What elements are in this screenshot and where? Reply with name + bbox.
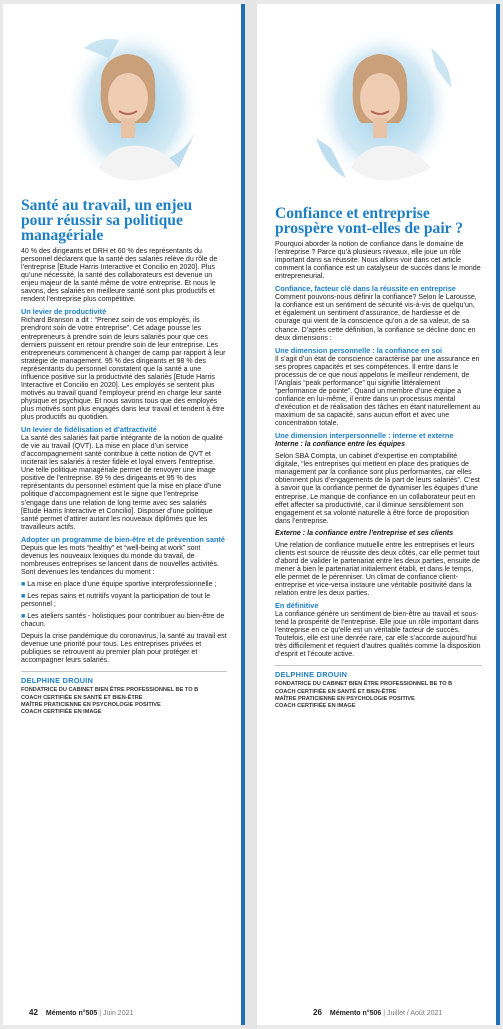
article-title: Confiance et entreprise prospère vont-elles de pair ? — [275, 206, 463, 237]
article-body — [275, 206, 482, 985]
page-gutter — [245, 0, 257, 1029]
author-name: DELPHINE DROUIN — [21, 676, 94, 686]
bullet-item — [21, 613, 227, 629]
bullet-square-icon: ■ — [21, 613, 28, 621]
page-number: 26 — [313, 1008, 322, 1017]
author-credential: FONDATRICE DU CABINET BIEN ÊTRE PROFESSIONNEL BE TO B — [21, 687, 199, 694]
issue-date: | Juin 2021 — [99, 1010, 134, 1017]
lead-in: Externe : la confiance entre l’entreprise et ses clients — [275, 529, 454, 537]
author-credential: MAÎTRE PRATICIENNE EN PSYCHOLOGIE POSITIVE — [21, 701, 161, 708]
author-credential: FONDATRICE DU CABINET BIEN ÊTRE PROFESSIONNEL BE TO B — [275, 681, 453, 688]
body-paragraph: Selon SBA Compta, un cabinet d’expertise en comptabilité digitale, “les entreprises qui mettent en place des pratiques de management par la confiance sont plus performantes, car elles obtiennent plus d’engagements de la part de leurs salariés”. C’est à savoir que la confiance permet de dynamiser les équipes d’une entreprise. Le manque de confiance en un collaborateur peut en effet affecter sa productivité, car il diminue sensiblement son engagement et sa volonté naturelle à être force de proposition dans l’entreprise. — [275, 453, 480, 525]
section-heading: Une dimension interpersonnelle : interne et externe — [275, 431, 454, 441]
bullet-text: La mise en place d’une équipe sportive interprofessionnelle ; — [27, 580, 217, 588]
body-paragraph: Depuis la crise pandémique du coronavirus, la santé au travail est devenue une priorité pour tous. Les entreprises privées et publiques se retrouvent au premier plan pour protéger et accompagner leurs salariés. — [21, 633, 227, 665]
section-heading: En définitive — [275, 601, 319, 611]
section-heading: Adopter un programme de bien-être et de prévention santé — [21, 534, 225, 544]
page-footer — [29, 1008, 133, 1017]
magazine-issue: Mémento n°506 — [329, 1010, 382, 1017]
bullet-square-icon: ■ — [21, 580, 28, 588]
body-paragraph: Depuis que les mots “healthy” et “well-being at work” sont devenus les nouveaux lexiques du monde du travail, de nombreuses entreprises se lancent dans de nouvelles activités. Sont devenues les tendances du moment : — [21, 544, 219, 576]
article-title: Santé au travail, un enjeu pour réussir sa politique managériale — [21, 198, 193, 244]
section-heading: Un levier de productivité — [21, 307, 107, 317]
page-footer — [313, 1008, 442, 1017]
author-credential: MAÎTRE PRATICIENNE EN PSYCHOLOGIE POSITIVE — [275, 695, 415, 702]
right-page — [257, 4, 500, 1025]
body-paragraph: La confiance génère un sentiment de bien-être au travail et sous-tend la prospérité de l’entreprise. Elle joue un rôle important dans l’entreprise en ce qu’elle est un véritable facteur de succès. Toutefois, elle est une denrée rare, car elle s’accorde aujourd’hui très difficilement et requiert d’autres qualités comme la disposition d’esprit et l’écoute active. — [275, 611, 481, 659]
author-credential: COACH CERTIFIÉE EN SANTÉ ET BIEN-ÊTRE — [21, 694, 143, 701]
author-portrait — [39, 18, 214, 193]
page-number: 42 — [29, 1008, 38, 1017]
body-paragraph: Comment pouvons-nous définir la confiance? Selon le Larousse, la confiance est un sentiment de sécurité vis-à-vis de quelqu’un, et également un sentiment d’assurance, de hardiesse et de courage qui vient de la conscience qu’on a de sa valeur, de sa chance. D’après cette définition, la confiance se décline donc en deux dimensions : — [275, 294, 477, 342]
magazine-issue: Mémento n°505 — [45, 1010, 98, 1017]
lead-in: Interne : la confiance entre les équipes — [275, 441, 406, 449]
section-heading: Un levier de fidélisation et d’attractivité — [21, 425, 157, 435]
bullet-item — [21, 581, 227, 589]
bullet-item — [21, 593, 227, 609]
page-edge-band — [241, 4, 245, 1025]
author-name: DELPHINE DROUIN — [275, 670, 348, 680]
author-signature — [21, 671, 227, 716]
body-paragraph: La santé des salariés fait partie intégrante de la notion de qualité de vie au travail (QVT). La mise en place d’un service d’accompagnement santé contribue à cette notion de QVT et inciterait les salariés à rester fidèle et loyal envers l’entreprise. Une telle politique managériale permet de renvoyer une image positive de l’entreprise. 89 % des dirigeants et 95 % des représentants du personnel estiment que la mise en place d’une politique d’accompagnement est le signe que l’entreprise s’engage dans une relation de long terme avec ses salariés [Etude Harris Interactive et Concilio]. Disposer d’une politique santé permet d’attirer autant les nouveaux diplômés que les travailleurs actifs. — [21, 435, 223, 531]
author-credential: COACH CERTIFIÉE EN SANTÉ ET BIEN-ÊTRE — [275, 688, 397, 695]
body-paragraph: Il s’agit d’un état de conscience caractérisé par une assurance en ses propres capacités et ses compétences. Il entre dans le processus de ce que nous appelons le meilleur rendement, de l’Anglais “peak performance” qui signifie littéralement “performance de pointe”. Quand un membre d’une équipe a confiance en lui-même, il entre dans un processus mental d’exécution et de réalisation des tâches en étant naturellement au maximum de sa capacité, sans aucun effort et avec une concentration totale. — [275, 355, 481, 428]
page-edge-band — [496, 4, 500, 1025]
bullet-square-icon: ■ — [21, 593, 28, 601]
author-signature — [275, 665, 482, 710]
bullet-text: Les ateliers santés - holistiques pour contribuer au bien-être de chacun. — [21, 613, 225, 629]
intro-paragraph: Pourquoi aborder la notion de confiance dans le domaine de l’entreprise ? Parce qu’à plusieurs niveaux, elle joue un rôle important dans sa réussite. Nous allons voir dans cet article comment la confiance est un catalyseur de succès dans le monde entrepreneurial. — [275, 241, 481, 281]
section-heading: Une dimension personnelle : la confiance en soi — [275, 345, 443, 355]
body-paragraph: Une relation de confiance mutuelle entre les entreprises et leurs clients est source de réussite des deux côtés, car elle permet tout d’abord de valider le partenariat entre les deux parties, ensuite de mener à bien le partenariat initialement établi, et dans le temps, elle permet de le pérenniser. Un climat de confiance client-entreprise et vice-versa instaure une véritable positivité dans la relation entre les deux parties. — [275, 541, 480, 598]
article-body — [21, 198, 227, 985]
intro-paragraph: 40 % des dirigeants et DRH et 60 % des représentants du personnel déclarent que la santé des salariés relève du rôle de l’entreprise [Etude Harris Interactive et Concilio en 2020]. Plus qu’une nécessité, la santé des collaborateurs est devenue un enjeu majeur de la santé même de votre entreprise. Et nous le savons, des salariés en meilleure santé sont plus productifs et rendent l’entreprise plus compétitive. — [21, 248, 218, 304]
author-portrait — [291, 18, 466, 193]
left-page — [3, 4, 245, 1025]
author-credential: COACH CERTIFIÉE EN IMAGE — [21, 709, 102, 715]
issue-date: | Juillet / Août 2021 — [383, 1010, 443, 1017]
body-paragraph: Richard Branson a dit : “Prenez soin de vos employés, ils prendront soin de votre entreprise”. Cet adage pousse les entrepreneurs à prendre soin de leurs salariés pour que ces derniers puissent en retour prendre soin de leur entreprise. Les entrepreneurs commencent à changer de camp par rapport à leur stratégie de management. 95 % des dirigeants et 98 % des représentants du personnel constatent que la santé a une influence positive sur la productivité des salariés [Etude Harris Interactive et Concilio en 2020]. Les employés se sentent plus motivés au travail quand l’employeur prend en charge leur santé physique et psychique. Et nous savons tous que des employés plus motivés sont plus engagés dans leur travail et tendent à être plus productifs au quotidien. — [21, 317, 226, 421]
section-heading: Confiance, facteur clé dans la réussite en entreprise — [275, 284, 456, 294]
author-credential: COACH CERTIFIÉE EN IMAGE — [275, 703, 356, 710]
bullet-text: Les repas sains et nutritifs voyant la participation de tout le personnel ; — [21, 593, 211, 609]
